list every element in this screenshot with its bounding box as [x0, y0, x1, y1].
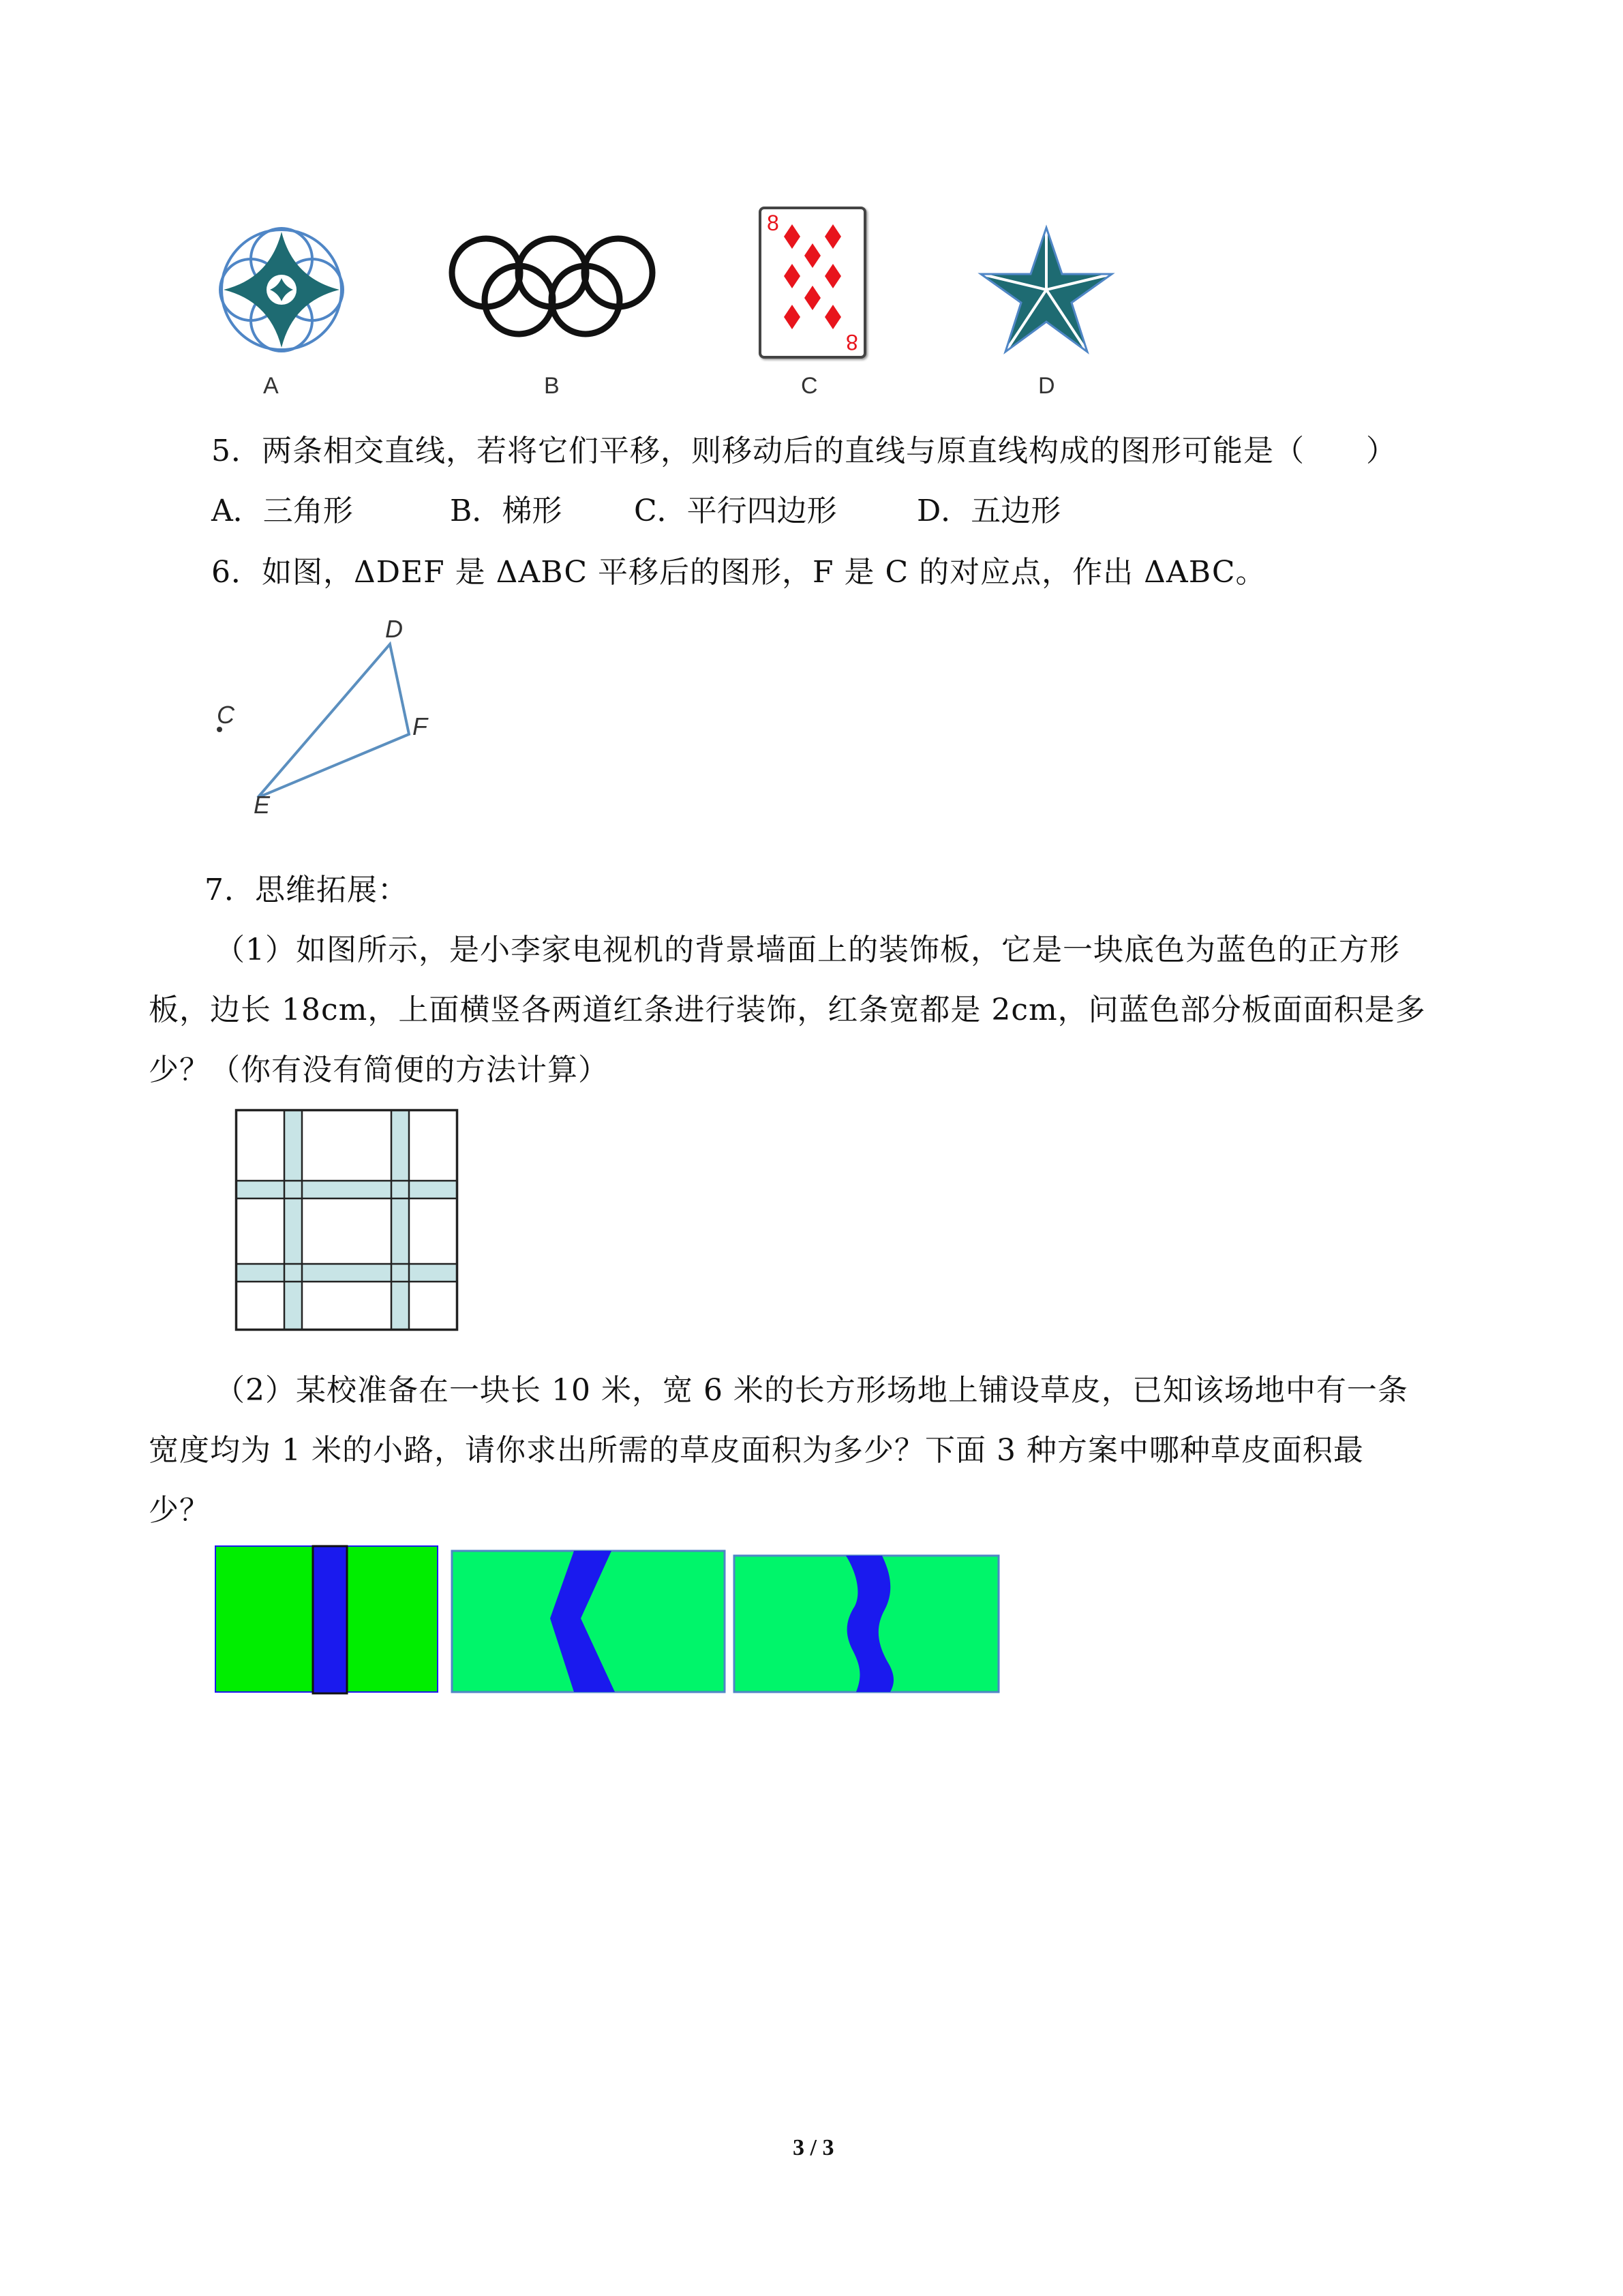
figure-d-star: [978, 225, 1114, 354]
plan-1-straight-road: [215, 1545, 438, 1694]
q6-label-f: F: [412, 712, 427, 740]
q6-text: 6．如图，ΔDEF 是 ΔABC 平移后的图形，F 是 C 的对应点，作出 ΔABC。: [211, 555, 1266, 590]
q7-part1-line2: 板，边长 18cm，上面横竖各两道红条进行装饰，红条宽都是 2cm，问蓝色部分板面面积是多: [149, 993, 1426, 1027]
card-rank-bottom: 8: [846, 330, 858, 354]
q7-part2-line3: 少？: [149, 1493, 210, 1528]
page-number: 3 / 3: [793, 2135, 834, 2160]
figure-b-olympic-rings: [446, 235, 658, 337]
plan-3-wavy-road: [733, 1555, 999, 1694]
caption-c: C: [801, 373, 818, 399]
plan-2-bent-road: [451, 1550, 725, 1693]
q5-option-d: D．五边形: [917, 494, 1061, 528]
q7-part1-line3: 少？（你有没有简便的方法计算）: [149, 1053, 609, 1087]
q7-part1-line1: （1）如图所示，是小李家电视机的背景墙面上的装饰板，它是一块底色为蓝色的正方形: [215, 933, 1400, 967]
q6-label-e: E: [254, 791, 271, 819]
q5-option-c: C．平行四边形: [634, 494, 837, 528]
q7-decorative-board: [235, 1109, 458, 1331]
caption-b: B: [544, 373, 560, 399]
q5-option-a: A．三角形: [211, 494, 353, 528]
card-rank-top: 8: [767, 211, 779, 235]
caption-d: D: [1038, 373, 1055, 399]
q7-title: 7．思维拓展：: [204, 873, 408, 907]
figure-c-playing-card: [759, 207, 866, 359]
q6-label-d: D: [385, 615, 403, 643]
q7-part2-line2: 宽度均为 1 米的小路，请你求出所需的草皮面积为多少？下面 3 种方案中哪种草皮面积最: [149, 1433, 1364, 1468]
figure-a-circle-pattern: [217, 225, 346, 354]
q5-text: 5．两条相交直线，若将它们平移，则移动后的直线与原直线构成的图形可能是（ ）: [211, 434, 1397, 468]
caption-a: A: [263, 373, 279, 399]
q7-part2-line1: （2）某校准备在一块长 10 米，宽 6 米的长方形场地上铺设草皮，已知该场地中有一条: [215, 1373, 1408, 1408]
card-diamonds: [761, 209, 864, 356]
q5-option-b: B．梯形: [450, 494, 562, 528]
q6-label-c: C: [217, 701, 234, 729]
